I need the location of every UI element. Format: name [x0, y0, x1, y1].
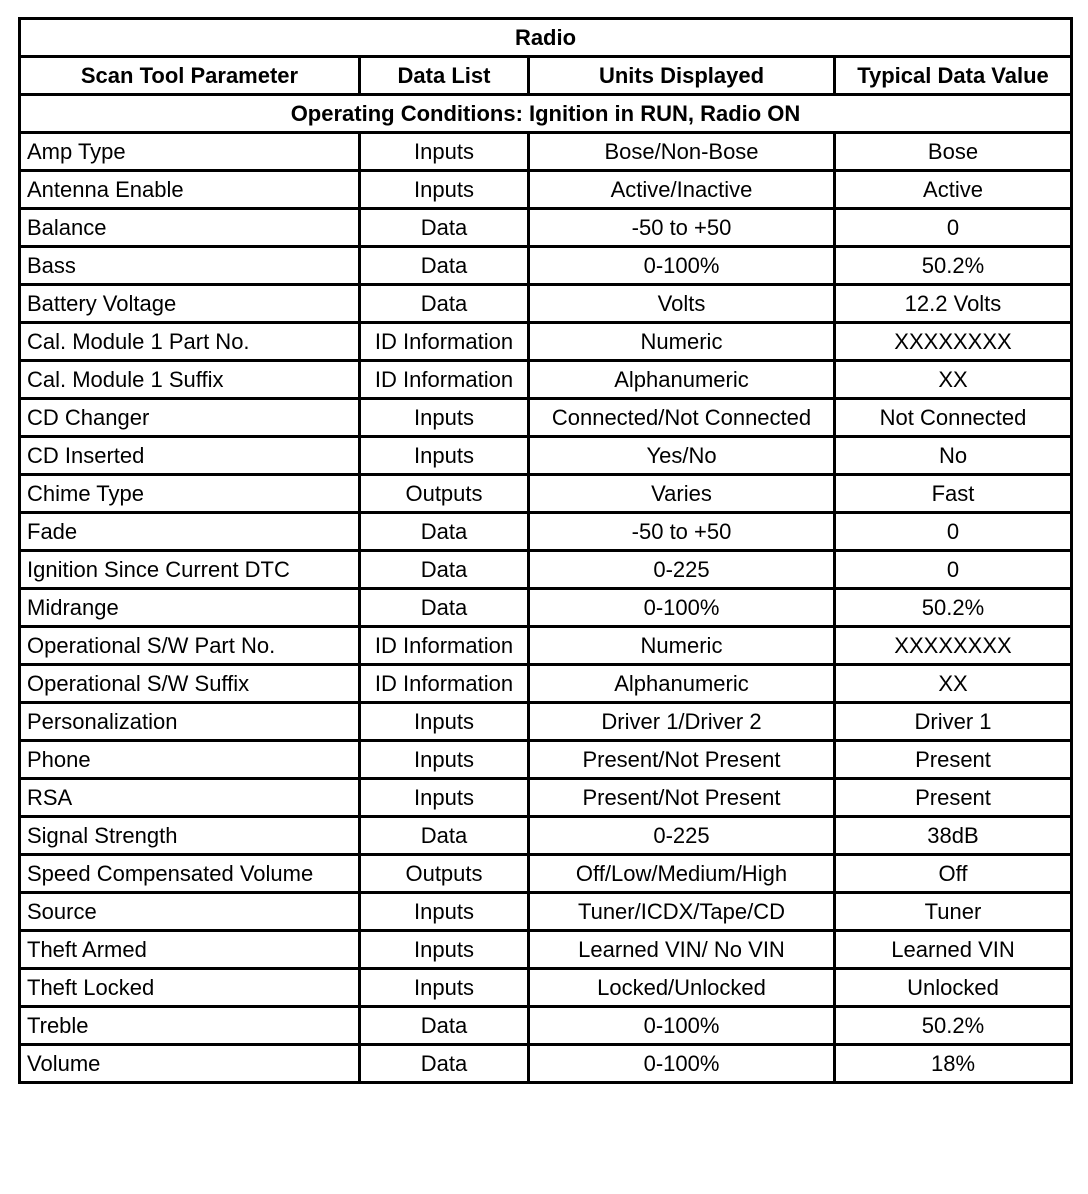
units-cell: Yes/No: [529, 437, 835, 475]
data-list-cell: Data: [360, 209, 529, 247]
param-cell: Balance: [20, 209, 360, 247]
data-list-cell: Data: [360, 247, 529, 285]
data-list-cell: ID Information: [360, 323, 529, 361]
typical-value-cell: 0: [835, 551, 1072, 589]
data-list-cell: Data: [360, 1007, 529, 1045]
param-cell: CD Inserted: [20, 437, 360, 475]
units-cell: -50 to +50: [529, 513, 835, 551]
typical-value-cell: 0: [835, 513, 1072, 551]
data-list-cell: Inputs: [360, 741, 529, 779]
operating-conditions-row: [20, 95, 1072, 133]
table-row: [20, 741, 1072, 779]
operating-conditions: Operating Conditions: Ignition in RUN, Radio ON: [20, 95, 1072, 133]
table-row: [20, 931, 1072, 969]
param-cell: Chime Type: [20, 475, 360, 513]
table-row: [20, 703, 1072, 741]
param-cell: Midrange: [20, 589, 360, 627]
units-cell: Numeric: [529, 323, 835, 361]
table-row: [20, 399, 1072, 437]
param-cell: Volume: [20, 1045, 360, 1083]
units-cell: Tuner/ICDX/Tape/CD: [529, 893, 835, 931]
units-cell: 0-100%: [529, 589, 835, 627]
units-cell: Alphanumeric: [529, 361, 835, 399]
table-row: [20, 665, 1072, 703]
units-cell: Volts: [529, 285, 835, 323]
scan-tool-data-table: [18, 17, 1073, 1084]
data-list-cell: ID Information: [360, 665, 529, 703]
table-row: [20, 171, 1072, 209]
units-cell: Present/Not Present: [529, 779, 835, 817]
table-title-row: [20, 19, 1072, 57]
param-cell: Amp Type: [20, 133, 360, 171]
table-row: [20, 247, 1072, 285]
units-cell: 0-225: [529, 551, 835, 589]
typical-value-cell: XX: [835, 361, 1072, 399]
units-cell: Connected/Not Connected: [529, 399, 835, 437]
units-cell: 0-100%: [529, 1045, 835, 1083]
typical-value-cell: 18%: [835, 1045, 1072, 1083]
units-cell: Varies: [529, 475, 835, 513]
table-row: [20, 893, 1072, 931]
units-cell: Bose/Non-Bose: [529, 133, 835, 171]
typical-value-cell: Fast: [835, 475, 1072, 513]
param-cell: CD Changer: [20, 399, 360, 437]
header-units-displayed: Units Displayed: [529, 57, 835, 95]
param-cell: Theft Locked: [20, 969, 360, 1007]
typical-value-cell: Learned VIN: [835, 931, 1072, 969]
typical-value-cell: XXXXXXXX: [835, 627, 1072, 665]
typical-value-cell: Active: [835, 171, 1072, 209]
param-cell: Ignition Since Current DTC: [20, 551, 360, 589]
param-cell: Phone: [20, 741, 360, 779]
units-cell: Driver 1/Driver 2: [529, 703, 835, 741]
data-list-cell: ID Information: [360, 361, 529, 399]
data-list-cell: Data: [360, 513, 529, 551]
units-cell: 0-225: [529, 817, 835, 855]
data-list-cell: Data: [360, 285, 529, 323]
typical-value-cell: 50.2%: [835, 1007, 1072, 1045]
typical-value-cell: XXXXXXXX: [835, 323, 1072, 361]
table-header-row: [20, 57, 1072, 95]
data-list-cell: Inputs: [360, 437, 529, 475]
param-cell: Bass: [20, 247, 360, 285]
param-cell: Operational S/W Part No.: [20, 627, 360, 665]
param-cell: Personalization: [20, 703, 360, 741]
data-list-cell: ID Information: [360, 627, 529, 665]
typical-value-cell: Unlocked: [835, 969, 1072, 1007]
typical-value-cell: Present: [835, 741, 1072, 779]
table-row: [20, 361, 1072, 399]
typical-value-cell: Present: [835, 779, 1072, 817]
typical-value-cell: 0: [835, 209, 1072, 247]
param-cell: Cal. Module 1 Part No.: [20, 323, 360, 361]
param-cell: Source: [20, 893, 360, 931]
data-list-cell: Outputs: [360, 475, 529, 513]
data-list-cell: Inputs: [360, 171, 529, 209]
param-cell: Antenna Enable: [20, 171, 360, 209]
typical-value-cell: 12.2 Volts: [835, 285, 1072, 323]
typical-value-cell: Driver 1: [835, 703, 1072, 741]
data-list-cell: Data: [360, 589, 529, 627]
header-data-list: Data List: [360, 57, 529, 95]
table-body: [20, 133, 1072, 1083]
data-list-cell: Inputs: [360, 779, 529, 817]
data-list-cell: Inputs: [360, 969, 529, 1007]
param-cell: Cal. Module 1 Suffix: [20, 361, 360, 399]
param-cell: Treble: [20, 1007, 360, 1045]
typical-value-cell: 38dB: [835, 817, 1072, 855]
table-row: [20, 855, 1072, 893]
table-row: [20, 1045, 1072, 1083]
data-list-cell: Data: [360, 1045, 529, 1083]
units-cell: Active/Inactive: [529, 171, 835, 209]
table-row: [20, 513, 1072, 551]
param-cell: Battery Voltage: [20, 285, 360, 323]
data-list-cell: Outputs: [360, 855, 529, 893]
table-row: [20, 627, 1072, 665]
table-row: [20, 589, 1072, 627]
header-typical-data-value: Typical Data Value: [835, 57, 1072, 95]
typical-value-cell: Tuner: [835, 893, 1072, 931]
units-cell: Alphanumeric: [529, 665, 835, 703]
data-list-cell: Inputs: [360, 931, 529, 969]
units-cell: Present/Not Present: [529, 741, 835, 779]
data-list-cell: Inputs: [360, 133, 529, 171]
table-row: [20, 323, 1072, 361]
units-cell: Learned VIN/ No VIN: [529, 931, 835, 969]
units-cell: 0-100%: [529, 247, 835, 285]
units-cell: -50 to +50: [529, 209, 835, 247]
table-row: [20, 779, 1072, 817]
table-row: [20, 209, 1072, 247]
table-row: [20, 969, 1072, 1007]
table-row: [20, 437, 1072, 475]
typical-value-cell: Bose: [835, 133, 1072, 171]
units-cell: 0-100%: [529, 1007, 835, 1045]
data-list-cell: Inputs: [360, 399, 529, 437]
typical-value-cell: Not Connected: [835, 399, 1072, 437]
typical-value-cell: No: [835, 437, 1072, 475]
table-row: [20, 475, 1072, 513]
units-cell: Off/Low/Medium/High: [529, 855, 835, 893]
data-list-cell: Data: [360, 817, 529, 855]
table-title: Radio: [20, 19, 1072, 57]
data-list-cell: Inputs: [360, 703, 529, 741]
table-row: [20, 551, 1072, 589]
units-cell: Locked/Unlocked: [529, 969, 835, 1007]
param-cell: RSA: [20, 779, 360, 817]
typical-value-cell: 50.2%: [835, 247, 1072, 285]
param-cell: Fade: [20, 513, 360, 551]
table-row: [20, 133, 1072, 171]
table-row: [20, 817, 1072, 855]
param-cell: Theft Armed: [20, 931, 360, 969]
header-scan-tool-parameter: Scan Tool Parameter: [20, 57, 360, 95]
typical-value-cell: Off: [835, 855, 1072, 893]
table-row: [20, 1007, 1072, 1045]
table-row: [20, 285, 1072, 323]
data-list-cell: Data: [360, 551, 529, 589]
param-cell: Speed Compensated Volume: [20, 855, 360, 893]
typical-value-cell: XX: [835, 665, 1072, 703]
units-cell: Numeric: [529, 627, 835, 665]
typical-value-cell: 50.2%: [835, 589, 1072, 627]
data-list-cell: Inputs: [360, 893, 529, 931]
param-cell: Signal Strength: [20, 817, 360, 855]
param-cell: Operational S/W Suffix: [20, 665, 360, 703]
